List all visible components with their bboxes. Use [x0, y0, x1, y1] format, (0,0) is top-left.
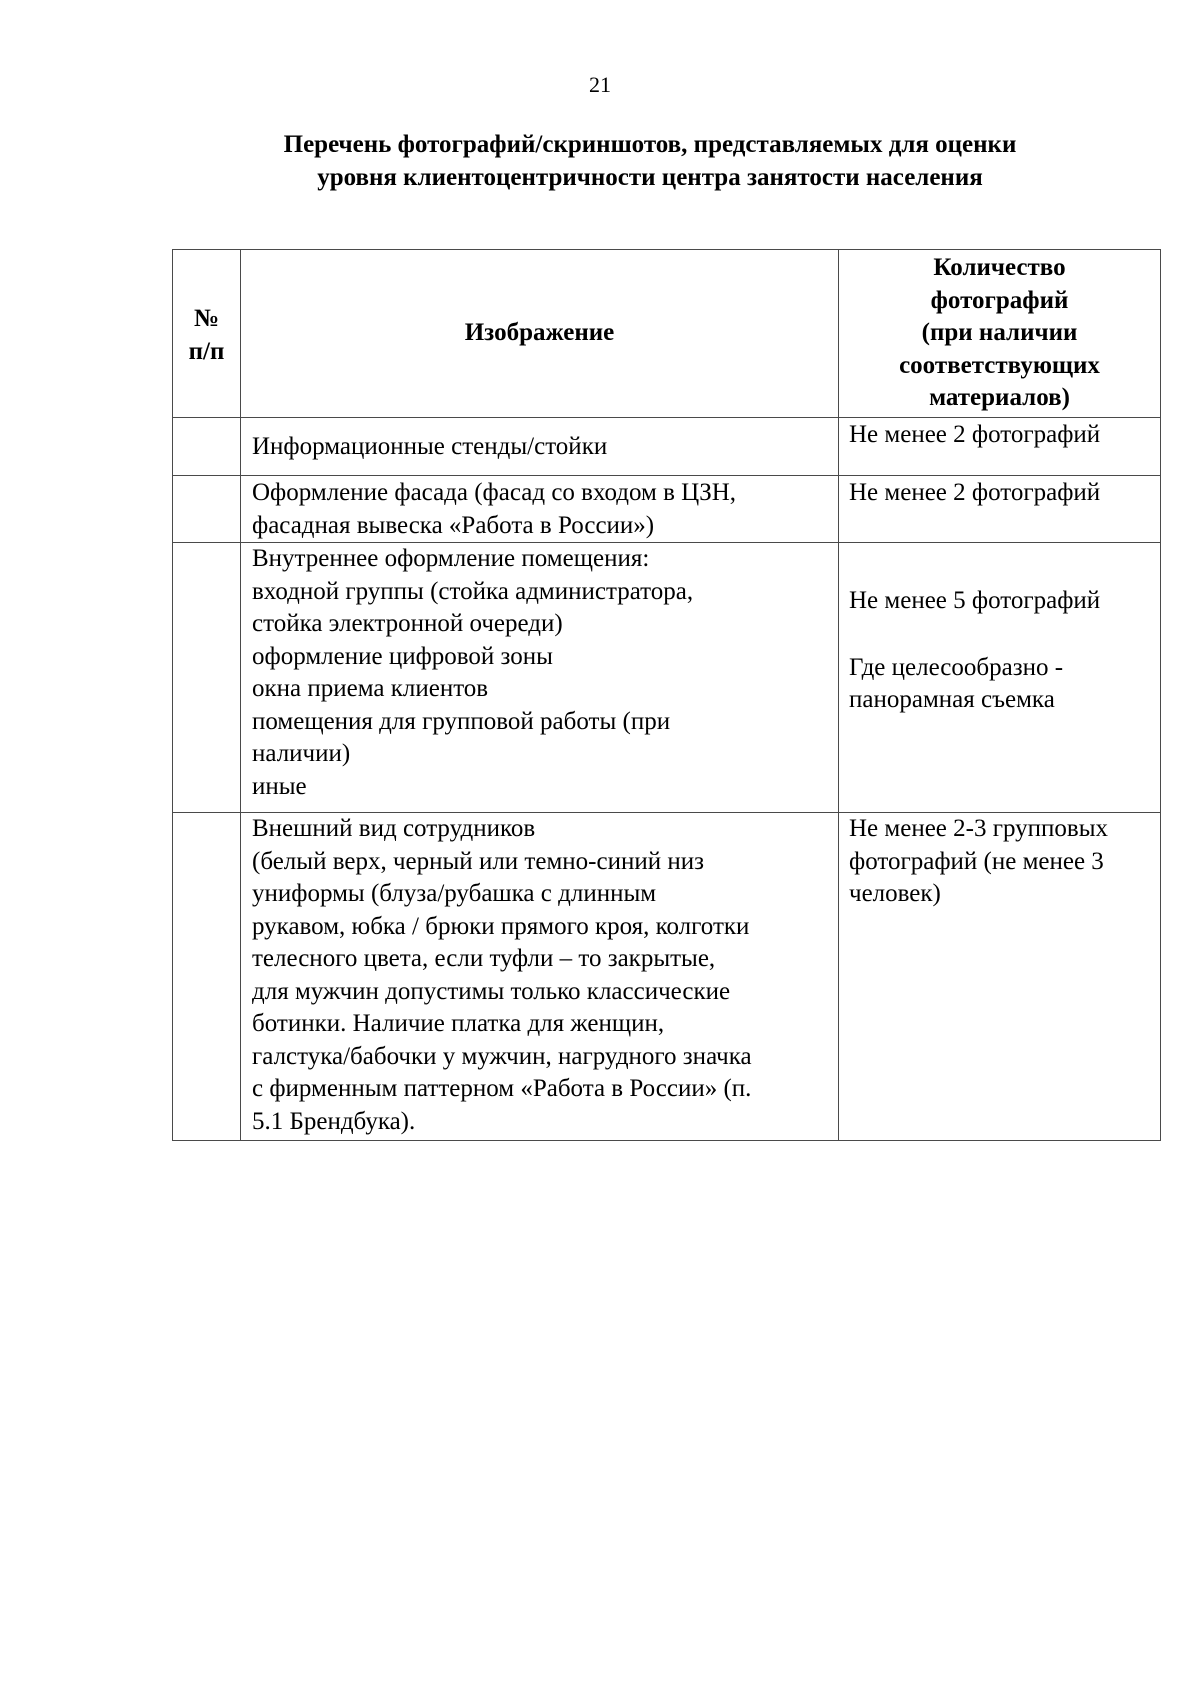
document-title-line-1: Перечень фотографий/скриншотов, представляемых для оценки — [283, 131, 1017, 158]
quantity-line: панорамная съемка — [849, 686, 1055, 713]
image-cell — [241, 418, 839, 476]
quantity-line: Не менее 2 фотографий — [849, 479, 1101, 506]
quantity-gap — [849, 618, 1154, 652]
table-row — [173, 543, 1161, 813]
row-number-cell — [173, 543, 241, 813]
image-line: Внутреннее оформление помещения: — [252, 545, 650, 572]
image-cell — [241, 543, 839, 813]
photo-requirements-table — [172, 249, 1161, 1141]
header-quantity — [839, 250, 1161, 418]
image-line: окна приема клиентов — [252, 675, 489, 702]
image-line: Оформление фасада (фасад со входом в ЦЗН, — [252, 479, 737, 506]
header-number — [173, 250, 241, 418]
image-line: для мужчин допустимы только классические — [252, 977, 731, 1005]
table-row — [173, 476, 1161, 543]
image-line: Информационные стенды/стойки — [252, 433, 608, 460]
quantity-line: Не менее 2-3 групповых — [849, 815, 1108, 842]
quantity-cell — [839, 813, 1161, 1141]
header-quantity-line: соответствующих — [899, 351, 1100, 379]
image-cell — [241, 476, 839, 543]
quantity-line: Где целесообразно - — [849, 653, 1064, 681]
quantity-cell — [839, 418, 1161, 476]
image-line: помещения для групповой работы (при — [252, 707, 671, 735]
table-header-row — [173, 250, 1161, 418]
image-line: 5.1 Брендбука). — [252, 1107, 416, 1135]
image-line: фасадная вывеска «Работа в России») — [252, 511, 655, 539]
quantity-line: Не менее 5 фотографий — [849, 587, 1101, 614]
header-quantity-line: (при наличии — [921, 319, 1078, 347]
row-number-cell — [173, 476, 241, 543]
image-line: иные — [252, 772, 307, 800]
image-line: наличии) — [252, 740, 351, 767]
image-cell — [241, 813, 839, 1141]
quantity-line: фотографий (не менее 3 — [849, 847, 1104, 875]
image-line: рукавом, юбка / брюки прямого кроя, колготки — [252, 912, 750, 940]
quantity-line: Не менее 2 фотографий — [849, 421, 1101, 448]
image-line: входной группы (стойка администратора, — [252, 577, 694, 605]
image-line: (белый верх, черный или темно-синий низ — [252, 847, 704, 875]
image-line: униформы (блуза/рубашка с длинным — [252, 880, 657, 907]
header-number-line-1: № — [193, 305, 220, 332]
header-image: Изображение — [241, 250, 839, 418]
row-number-cell — [173, 813, 241, 1141]
image-line: телесного цвета, если туфли – то закрытые, — [252, 945, 716, 972]
document-title — [200, 128, 1100, 194]
image-line: оформление цифровой зоны — [252, 642, 553, 670]
image-line: с фирменным паттерном «Работа в России» (п. — [252, 1075, 752, 1102]
image-line: галстука/бабочки у мужчин, нагрудного значка — [252, 1042, 752, 1070]
page-number: 21 — [589, 72, 611, 97]
header-quantity-line: Количество — [933, 254, 1066, 282]
quantity-cell — [839, 543, 1161, 813]
image-line: Внешний вид сотрудников — [252, 815, 536, 842]
quantity-cell — [839, 476, 1161, 543]
quantity-line: человек) — [849, 880, 941, 907]
table-row — [173, 813, 1161, 1141]
row-number-cell — [173, 418, 241, 476]
header-number-line-2: п/п — [188, 337, 225, 365]
table-row — [173, 418, 1161, 476]
image-line: ботинки. Наличие платка для женщин, — [252, 1010, 665, 1037]
header-quantity-line: фотографий — [930, 286, 1069, 314]
header-quantity-line: материалов) — [929, 384, 1070, 412]
document-title-line-2: уровня клиентоцентричности центра занятости населения — [317, 164, 983, 191]
image-line: стойка электронной очереди) — [252, 610, 563, 637]
